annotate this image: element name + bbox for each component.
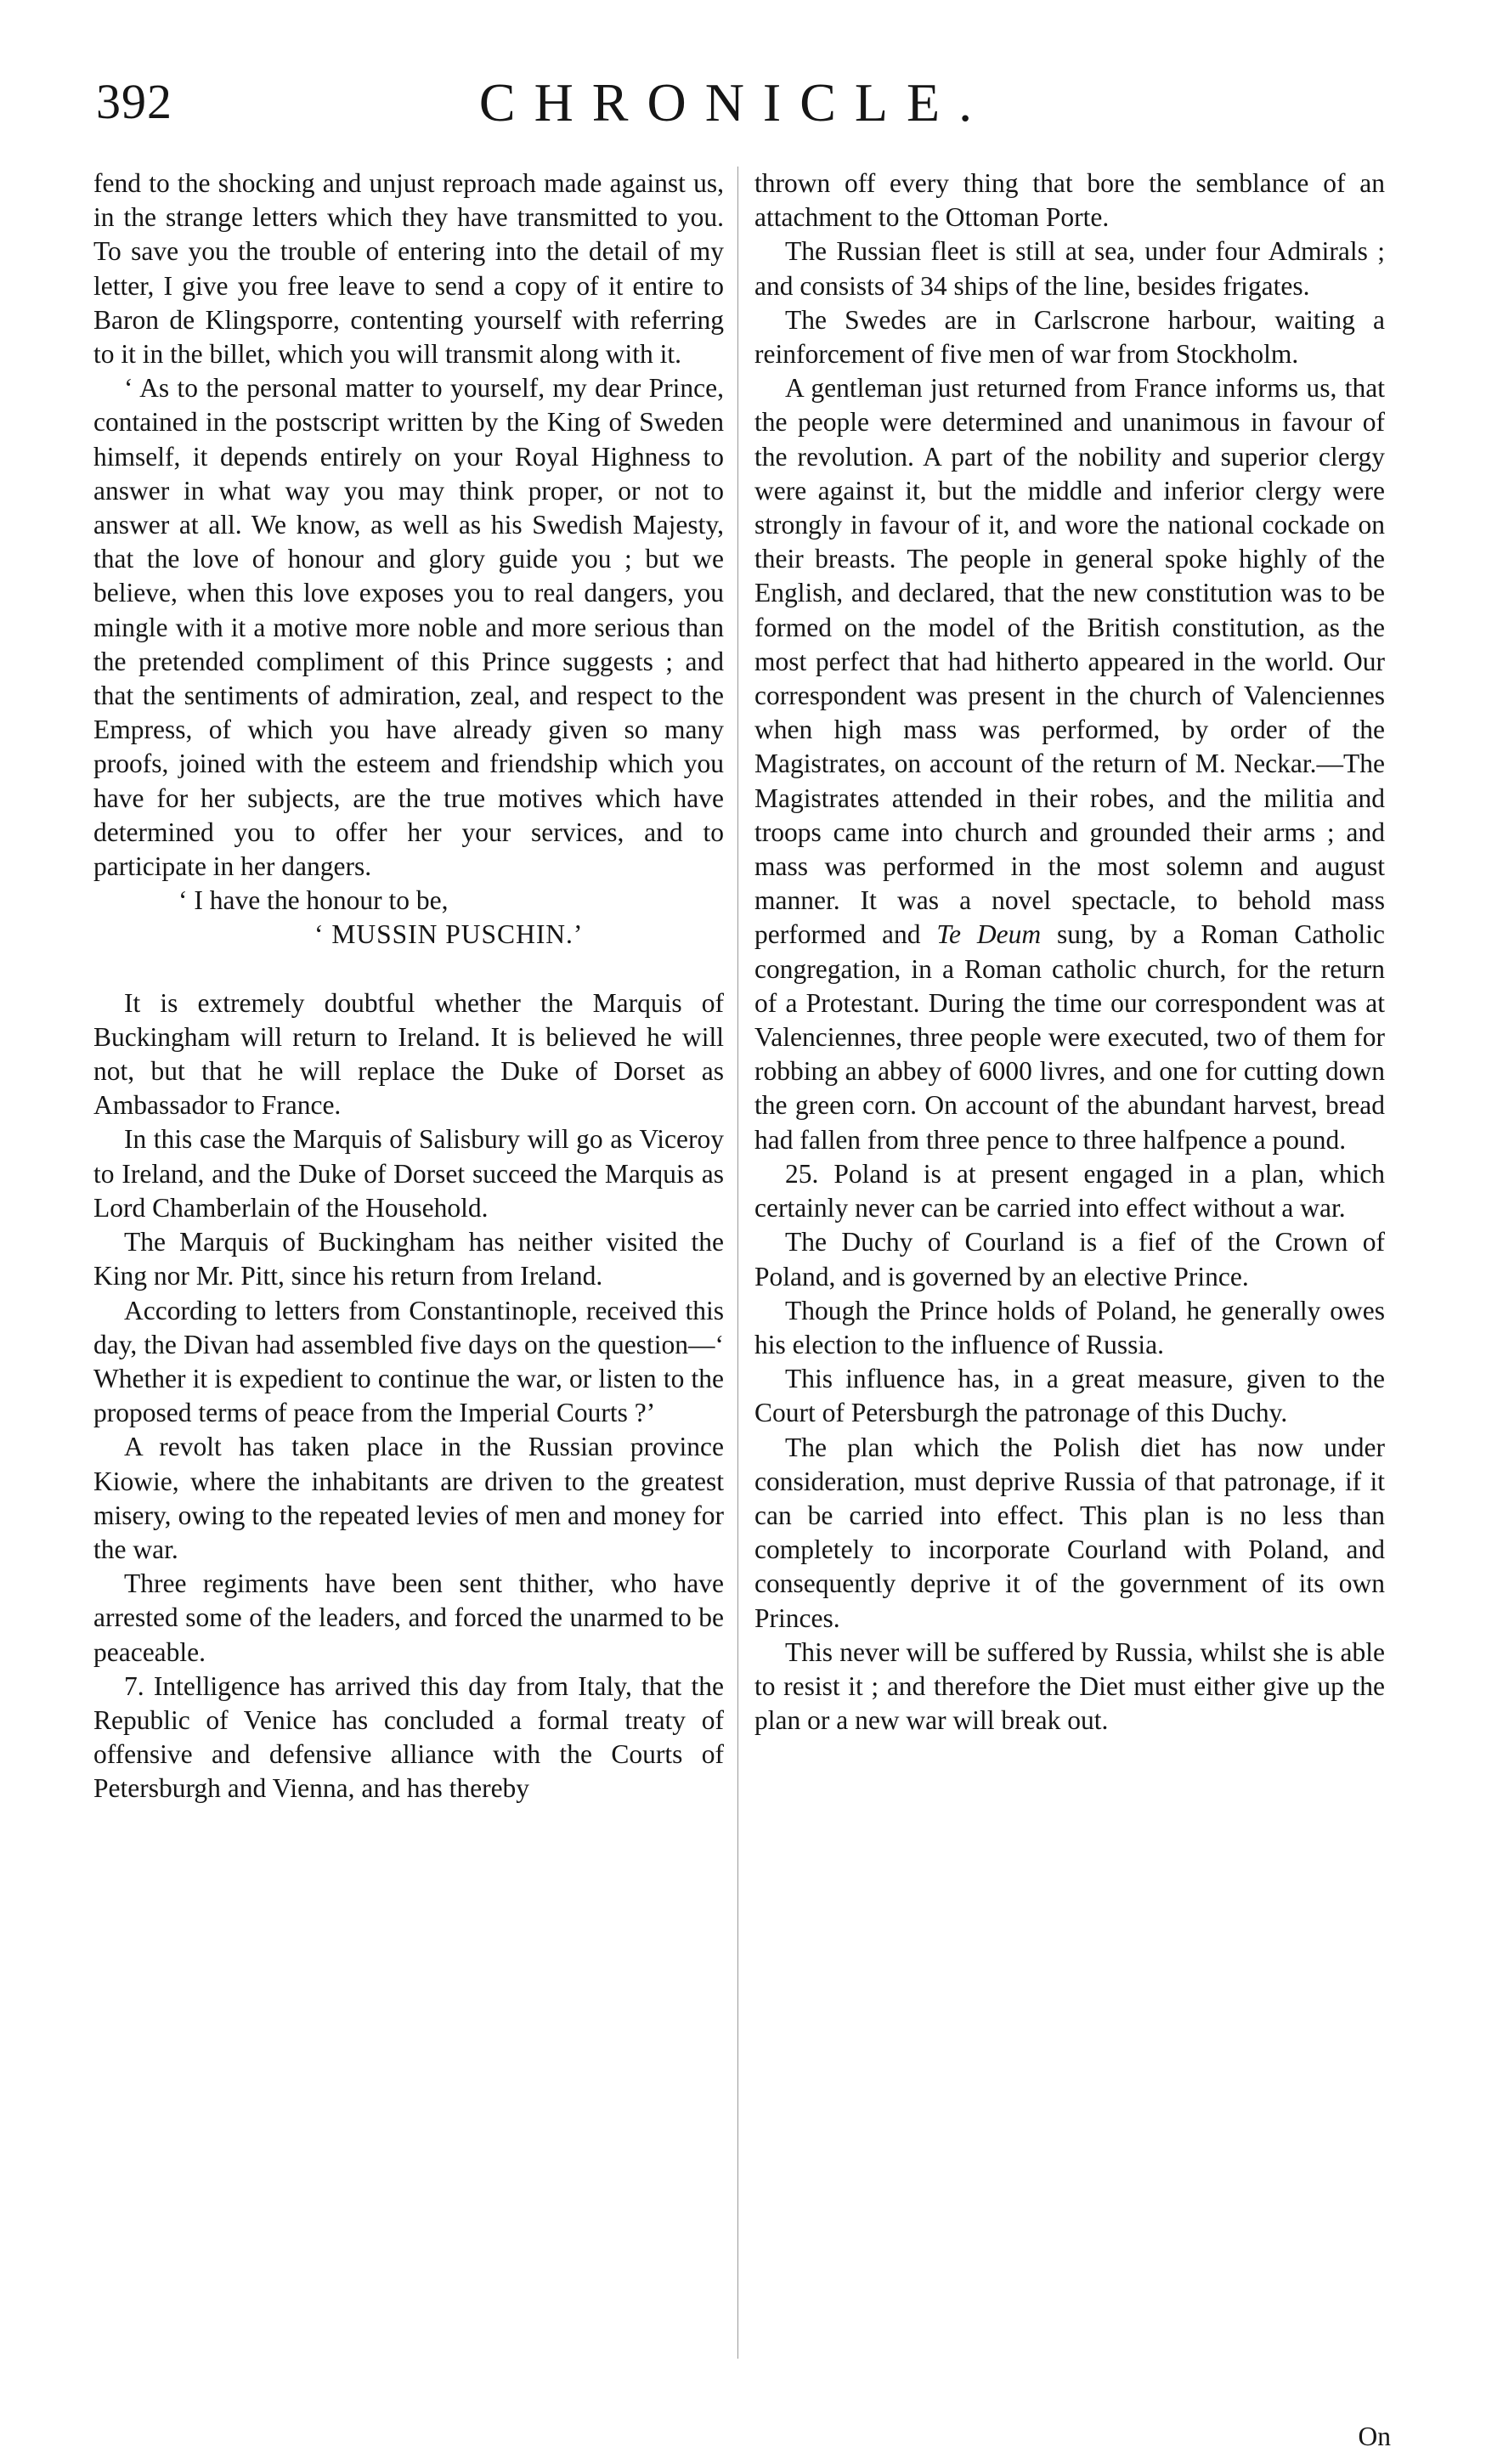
right-paragraph-ottoman: thrown off every thing that bore the semblance of an attachment to the Ottoman Porte. [754, 168, 1385, 233]
running-title: CHRONICLE. [478, 72, 992, 133]
left-paragraph-regiments: Three regiments have been sent thither, who have arrested some of the leaders, and forced the unarmed to be peaceable. [93, 1568, 724, 1667]
page-number: 392 [96, 74, 172, 129]
letter-closing: ‘ I have the honour to be, [178, 885, 449, 916]
right-paragraph-poland: 25. Poland is at present engaged in a plan, which certainly never can be carried into effect without a war. [754, 1158, 1385, 1224]
right-paragraph-courland: The Duchy of Courland is a fief of the Crown of Poland, and is governed by an elective Prince. [754, 1227, 1385, 1291]
left-paragraph-venice: 7. Intelligence has arrived this day from Italy, that the Republic of Venice has concluded a formal treaty of offensive and defensive alliance with the Courts of Petersburgh and Vienna, and has thereby [93, 1670, 724, 1804]
right-paragraph-new-war: This never will be suffered by Russia, whilst she is able to resist it ; and therefore the Diet must either give up the plan or a new war will break out. [754, 1636, 1385, 1736]
letter-signature: ‘ MUSSIN PUSCHIN.’ [314, 919, 584, 950]
left-paragraph-buckingham: It is extremely doubtful whether the Marquis of Buckingham will return to Ireland. It is believed he will not, but that he will replace the Duke of Dorset as Ambassador to France. [93, 987, 724, 1121]
left-paragraph-letter-continued: fend to the shocking and unjust reproach made against us, in the strange letters which they have transmitted to you. To save you the trouble of entering into the detail of my letter, I give you free leave to send a copy of it entire to Baron de Klingsporre, contenting yourself with referring to it in the billet, which you will transmit along with it. [93, 168, 724, 370]
left-paragraph-buckingham-visit: The Marquis of Buckingham has neither visited the King nor Mr. Pitt, since his return from Ireland. [93, 1227, 724, 1291]
right-paragraph-polish-diet: The plan which the Polish diet has now under consideration, must deprive Russia of that patronage, if it can be carried into effect. This plan is no less than completely to incorporate Courland with Poland, and consequently deprive it of the government of its own Princes. [754, 1432, 1385, 1633]
france-text-after: sung, by a Roman Catholic congregation, in a Roman catholic church, for the return of a Protestant. During the time our correspondent was at Valenciennes, three people were executed, two of them for robbing an abbey of 6000 livres, and one for cutting down the green corn. On account of the abundant harvest, bread had fallen from three pence to three halfpence a pound. [754, 919, 1385, 1155]
left-paragraph-revolt: A revolt has taken place in the Russian province Kiowie, where the inhabitants are driven to the greatest misery, owing to the repeated levies of men and money for the war. [93, 1432, 724, 1564]
left-column [93, 167, 724, 1806]
page-header [81, 68, 1389, 136]
column-divider [737, 167, 738, 2359]
left-paragraph-salisbury: In this case the Marquis of Salisbury will go as Viceroy to Ireland, and the Duke of Dorset succeed the Marquis as Lord Chamberlain of the Household. [93, 1124, 724, 1223]
right-paragraph-prince: Though the Prince holds of Poland, he generally owes his election to the influence of Russia. [754, 1295, 1385, 1359]
france-text-before: A gentleman just returned from France informs us, that the people were determined and unanimous in favour of the revolution. A part of the nobility and superior clergy were against it, but the middle and inferior clergy were strongly in favour of it, and wore the national cockade on their breasts. The people in general spoke highly of the English, and declared, that the new constitution was to be formed on the model of the British constitution, as the most perfect that had hitherto appeared in the world. Our correspondent was present in the church of Valenciennes when high mass was performed, by order of the Magistrates, on account of the return of M. Neckar.—The Magistrates attended in their robes, and the militia and troops came into church and grounded their arms ; and mass was performed in the most solemn and august manner. It was a novel spectacle, to behold mass performed and [754, 373, 1385, 950]
right-paragraph-influence: This influence has, in a great measure, given to the Court of Petersburgh the patronage of this Duchy. [754, 1364, 1385, 1428]
right-column [754, 167, 1385, 1738]
catchword: On [1358, 2422, 1391, 2451]
letter-signoff [93, 884, 724, 952]
right-paragraph-france [754, 371, 1385, 1157]
right-paragraph-russian-fleet: The Russian fleet is still at sea, under four Admirals ; and consists of 34 ships of the line, besides frigates. [754, 236, 1385, 301]
left-paragraph-personal-matter: ‘ As to the personal matter to yourself, my dear Prince, contained in the postscript written by the King of Sweden himself, it depends entirely on your Royal Highness to answer in what way you may think proper, or not to answer at all. We know, as well as his Swedish Majesty, that the love of honour and glory guide you ; but we believe, when this love exposes you to real dangers, you mingle with it a motive more noble and more serious than the pretended compliment of this Prince suggests ; and that the sentiments of admiration, zeal, and respect to the Empress, of which you have already given so many proofs, joined with the esteem and friendship which you have for her subjects, are the true motives which have determined you to offer her your services, and to participate in her dangers. [93, 373, 724, 882]
right-paragraph-swedes: The Swedes are in Carlscrone harbour, waiting a reinforcement of five men of war from Stockholm. [754, 304, 1385, 370]
te-deum-italic: Te Deum [936, 919, 1042, 950]
left-paragraph-constantinople: According to letters from Constantinople, received this day, the Divan had assembled five days on the question—‘ Whether it is expedient to continue the war, or listen to the proposed terms of peace from the Imperial Courts ?’ [93, 1295, 724, 1428]
